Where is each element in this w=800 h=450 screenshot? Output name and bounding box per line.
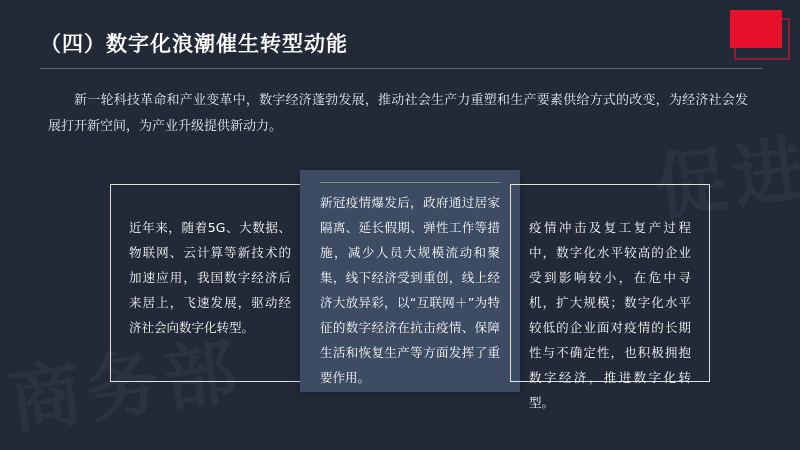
card-center-text: 新冠疫情爆发后，政府通过居家隔离、延长假期、弹性工作等措施，减少人员大规模流动和聚集，线下经济受到重创，线上经济大放异彩，以“互联网＋”为特征的数字经济在抗击疫情、保障生活和恢复生产等方面发挥了重要作用。 bbox=[320, 195, 500, 385]
page-title-text: （四）数字化浪潮催生转型动能 bbox=[40, 32, 348, 56]
card-right-text: 疫情冲击及复工复产过程中，数字化水平较高的企业受到影响较小，在危中寻机，扩大规模；数字化水平较低的企业面对疫情的长期性与不确定性，也积极拥抱数字经济，推进数字化转型。 bbox=[529, 220, 691, 410]
accent-block-shape bbox=[730, 10, 782, 48]
title-divider bbox=[40, 68, 762, 69]
card-center bbox=[300, 170, 520, 392]
card-right bbox=[510, 184, 710, 410]
page-title bbox=[40, 28, 348, 58]
intro-paragraph: 新一轮科技革命和产业变革中，数字经济蓬勃发展，推动社会生产力重塑和生产要素供给方式的改变，为经济社会发展打开新空间，为产业升级提供新动力。 bbox=[48, 93, 748, 134]
card-group bbox=[110, 180, 710, 410]
card-left-text: 近年来，随着5G、大数据、物联网、云计算等新技术的加速应用，我国数字经济后来居上，飞速发展，驱动经济社会向数字化转型。 bbox=[129, 220, 291, 335]
card-left bbox=[110, 184, 310, 382]
card-center-divider bbox=[320, 182, 500, 183]
